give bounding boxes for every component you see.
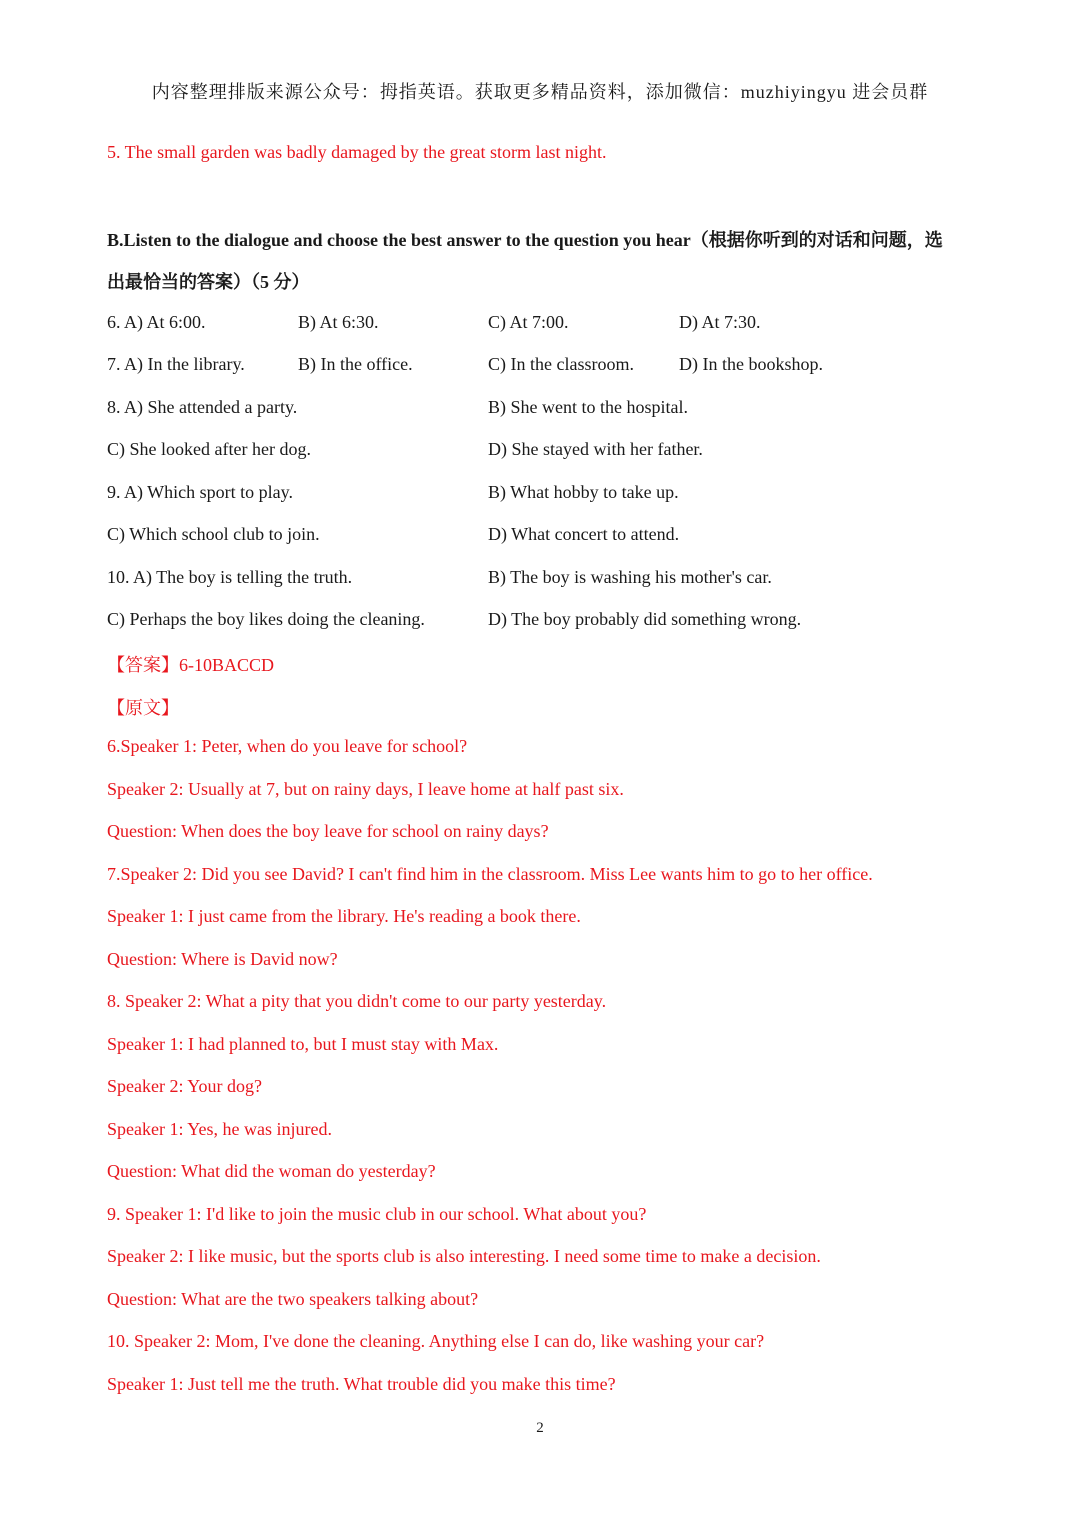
q8-option-b: B) She went to the hospital. — [488, 397, 688, 417]
q7-option-c: C) In the classroom. — [488, 354, 634, 374]
script-line: 8. Speaker 2: What a pity that you didn't come to our party yesterday. — [107, 991, 607, 1011]
q9-option-c: C) Which school club to join. — [107, 524, 320, 544]
script-line: Speaker 2: I like music, but the sports club is also interesting. I need some time to make a decision. — [107, 1246, 821, 1266]
script-line: 7.Speaker 2: Did you see David? I can't find him in the classroom. Miss Lee wants him to go to her office. — [107, 864, 873, 884]
q7-option-d: D) In the bookshop. — [679, 354, 823, 374]
script-line: Question: When does the boy leave for school on rainy days? — [107, 821, 549, 841]
script-line: Question: What did the woman do yesterday? — [107, 1161, 436, 1181]
script-line: 10. Speaker 2: Mom, I've done the cleaning. Anything else I can do, like washing your car? — [107, 1331, 765, 1351]
script-line: Speaker 1: Just tell me the truth. What trouble did you make this time? — [107, 1374, 616, 1394]
q9-option-d: D) What concert to attend. — [488, 524, 680, 544]
q6-option-a: 6. A) At 6:00. — [107, 312, 206, 332]
script-line: Speaker 2: Your dog? — [107, 1076, 262, 1096]
q5-answer: 5. The small garden was badly damaged by the great storm last night. — [107, 142, 607, 162]
q8-option-d: D) She stayed with her father. — [488, 439, 703, 459]
script-line: Speaker 1: I just came from the library. He's reading a book there. — [107, 906, 581, 926]
script-line: 6.Speaker 1: Peter, when do you leave for school? — [107, 736, 468, 756]
q9-option-b: B) What hobby to take up. — [488, 482, 679, 502]
q7-option-b: B) In the office. — [298, 354, 413, 374]
answer-key: 【答案】6-10BACCD — [107, 655, 275, 675]
q10-option-b: B) The boy is washing his mother's car. — [488, 567, 772, 587]
q8-option-c: C) She looked after her dog. — [107, 439, 311, 459]
script-line: Question: Where is David now? — [107, 949, 338, 969]
q9-option-a: 9. A) Which sport to play. — [107, 482, 293, 502]
q6-option-c: C) At 7:00. — [488, 312, 569, 332]
section-b-title: B.Listen to the dialogue and choose the best answer to the question you hear（根据你听到的对话和问题，选 — [107, 230, 943, 250]
q10-option-c: C) Perhaps the boy likes doing the cleaning. — [107, 609, 425, 629]
q6-option-d: D) At 7:30. — [679, 312, 761, 332]
q7-option-a: 7. A) In the library. — [107, 354, 245, 374]
q6-option-b: B) At 6:30. — [298, 312, 379, 332]
script-line: 9. Speaker 1: I'd like to join the music club in our school. What about you? — [107, 1204, 647, 1224]
script-line: Question: What are the two speakers talking about? — [107, 1289, 479, 1309]
script-heading: 【原文】 — [107, 698, 179, 718]
q10-option-a: 10. A) The boy is telling the truth. — [107, 567, 353, 587]
q8-option-a: 8. A) She attended a party. — [107, 397, 298, 417]
script-line: Speaker 1: I had planned to, but I must stay with Max. — [107, 1034, 499, 1054]
section-b-title-cont: 出最恰当的答案）（5 分） — [107, 272, 310, 292]
page-header: 内容整理排版来源公众号：拇指英语。获取更多精品资料，添加微信：muzhiyingyu 进会员群 — [151, 82, 929, 102]
script-line: Speaker 2: Usually at 7, but on rainy days, I leave home at half past six. — [107, 779, 624, 799]
page-number: 2 — [536, 1420, 544, 1436]
q10-option-d: D) The boy probably did something wrong. — [488, 609, 802, 629]
script-line: Speaker 1: Yes, he was injured. — [107, 1119, 332, 1139]
